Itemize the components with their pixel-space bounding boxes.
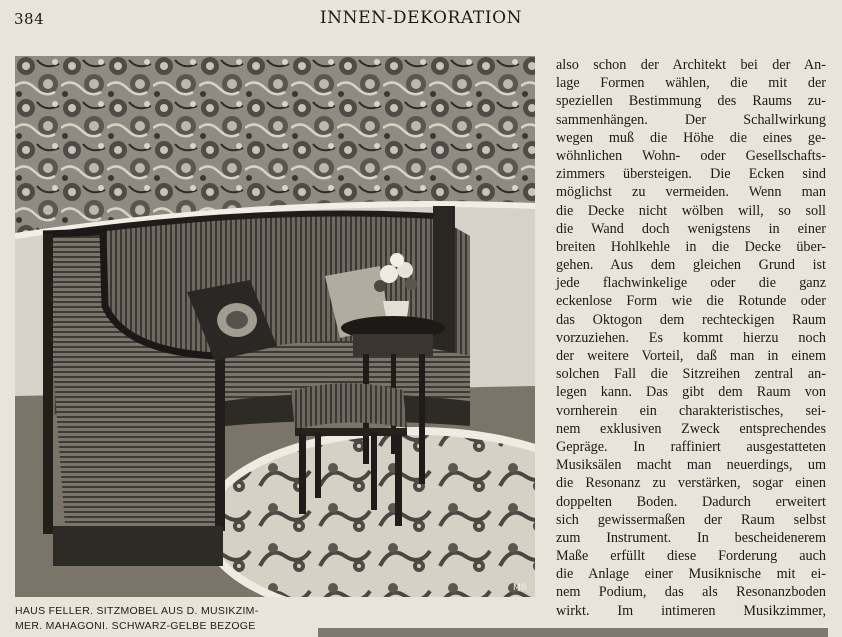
- page-header: [0, 4, 842, 32]
- text-line: die Decke nicht wölben will, so soll: [556, 202, 826, 219]
- text-line: wöhnlichen Wohn- oder Gesellschafts-: [556, 147, 826, 164]
- text-line: nem exklusiven Zweck entsprechendes: [556, 420, 826, 437]
- text-line: solchen Fall die Sitzreihen zentral an-: [556, 366, 826, 383]
- text-line: wegen muß die Höhe die eines ge-: [556, 129, 826, 146]
- photo-signature: MB: [513, 583, 527, 593]
- text-line: vorzuziehen. Es kommt hierzu noch: [556, 329, 826, 346]
- text-line: lage Formen wählen, die mit der: [556, 75, 826, 92]
- text-line: wirkt. Im intimeren Musikzimmer,: [556, 602, 826, 619]
- text-line: Maße erfüllt diese Forderung auch: [556, 548, 826, 565]
- text-line: sammenhängen. Der Schallwirkung: [556, 111, 826, 128]
- text-line: doppelten Boden. Dadurch erweitert: [556, 493, 826, 510]
- photograph-icon: [15, 56, 535, 597]
- text-line: vornherein ein charakteristisches, sei-: [556, 402, 826, 419]
- page-number: 384: [14, 10, 45, 28]
- text-line: die Anlage einer Musiknische mit ei-: [556, 566, 826, 583]
- text-line: also schon der Architekt bei der An-: [556, 57, 826, 73]
- text-line: das Oktogon dem rechteckigen Raum: [556, 311, 826, 328]
- photo-caption: [15, 604, 315, 634]
- text-line: speziellen Bestimmung des Raums zu-: [556, 93, 826, 110]
- text-line: Musiksälen macht man neuerdings, um: [556, 457, 826, 474]
- text-line: breiten Hohlkehle in die Decke über-: [556, 238, 826, 255]
- text-line: zum Instrument. In bescheidenerem: [556, 529, 826, 546]
- caption-line-2: MER. MAHAGONI. SCHWARZ-GELBE BEZOGE: [15, 620, 256, 632]
- text-line: eckenlose Form wie die Rotunde oder: [556, 293, 826, 310]
- next-image-edge: [318, 628, 828, 637]
- text-line: legen kann. Das gibt dem Raum von: [556, 384, 826, 401]
- running-title: INNEN-DEKORATION: [319, 8, 523, 28]
- text-line: jede flachwinkelige oder die ganz: [556, 275, 826, 292]
- text-line: gehen. Aus dem gleichen Grund ist: [556, 257, 826, 274]
- text-line: die Wand doch wenigstens in einer: [556, 220, 826, 237]
- caption-line-1: HAUS FELLER. SITZMOBEL AUS D. MUSIKZIM-: [15, 605, 259, 617]
- text-line: Gepräge. In raffiniert ausgestatteten: [556, 438, 826, 455]
- text-line: möglichst zu vermeiden. Wenn man: [556, 184, 826, 201]
- text-line: der weitere Vorteil, daß man in einem: [556, 348, 826, 364]
- text-line: die Resonanz zu verstärken, sogar einen: [556, 475, 826, 492]
- text-line: nem Podium, das als Resonanzboden: [556, 584, 826, 601]
- text-line: zimmers übersteigen. Die Ecken sind: [556, 166, 826, 183]
- text-line: sich gewissermaßen der Raum selbst: [556, 511, 826, 528]
- body-text-column: [556, 56, 826, 620]
- interior-photograph: [15, 56, 535, 597]
